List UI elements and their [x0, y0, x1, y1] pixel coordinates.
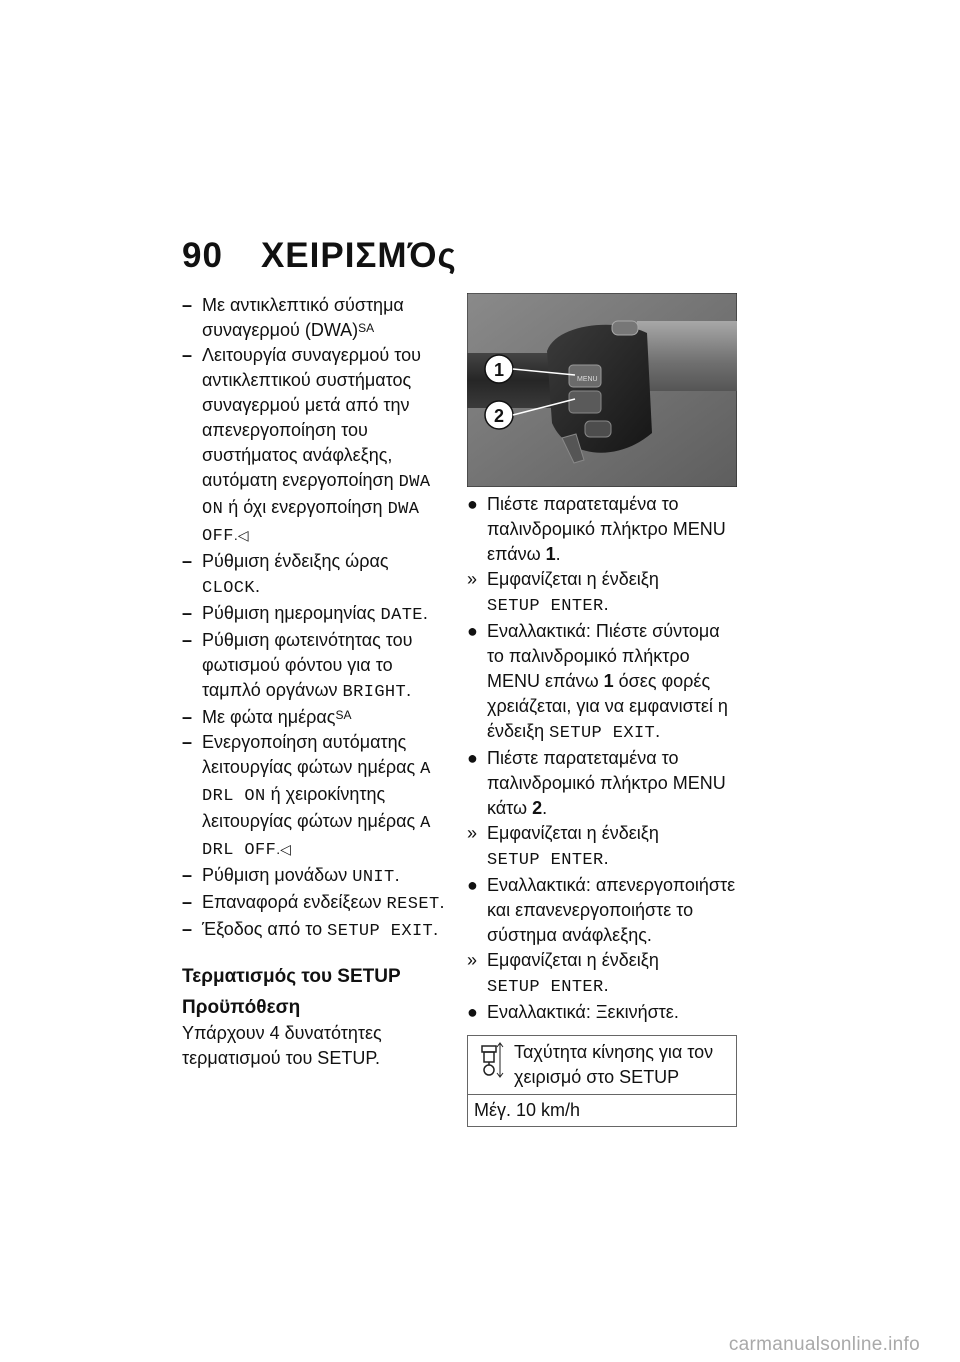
dash-marker: – [182, 295, 193, 315]
dash-marker: – [182, 345, 193, 365]
result-marker: » [467, 950, 478, 970]
section-title: Τερματισμός του SETUP [182, 966, 401, 987]
page-title: ΧΕΙΡΙΣΜΌς [260, 236, 457, 275]
list-item: – Επαναφορά ενδείξεων RESET. [182, 892, 445, 914]
dash-marker: – [182, 707, 193, 727]
speed-limit-icon [474, 1040, 514, 1090]
list-item: ● Εναλλακτικά: Ξεκινήστε. [467, 1000, 739, 1025]
list-item: – Λειτουργία συναγερμού του αντικλεπτικού συστήματος συναγερμού μετά από την απενεργοποίηση του συστήματος ανάφλεξης, αυτόματη ενεργοποίηση DWA ON ή όχι ενεργοποίηση DWA OFF.◁ [182, 345, 431, 546]
list-item: ● Εναλλακτικά: απενεργοποιήστε και επανενεργοποιήστε το σύστημα ανάφλεξης. [467, 875, 736, 945]
dash-marker: – [182, 892, 193, 912]
bullet-marker: ● [467, 748, 478, 768]
page-header [182, 236, 457, 276]
result-marker: » [467, 823, 478, 843]
dash-marker: – [182, 865, 193, 885]
info-label: Ταχύτητα κίνησης για τον χειρισμό στο SETUP [514, 1042, 714, 1087]
list-item: – Με φώτα ημέρας$^{SA}$ [182, 705, 447, 730]
list-item: ● Πιέστε παρατεταμένα το παλινδρομικό πλήκτρο MENU επάνω 1. [467, 494, 726, 564]
list-item: – Ρύθμιση ένδειξης ώρας CLOCK. [182, 551, 389, 598]
figure-callout-1: 1 [493, 360, 505, 380]
list-item: – Ρύθμιση μονάδων UNIT. [182, 865, 400, 887]
list-item: » Εμφανίζεται η ένδειξη SETUP ENTER. [467, 823, 659, 870]
footer-watermark: carmanualsonline.info [728, 1334, 920, 1355]
page-number: 90 [182, 236, 223, 275]
list-item: » Εμφανίζεται η ένδειξη SETUP ENTER. [467, 569, 659, 616]
list-item: ● Πιέστε παρατεταμένα το παλινδρομικό πλήκτρο MENU κάτω 2. [467, 748, 726, 818]
list-item: » Εμφανίζεται η ένδειξη SETUP ENTER. [467, 950, 659, 997]
list-item: – Ρύθμιση φωτεινότητας του φωτισμού φόντου για το ταμπλό οργάνων BRIGHT. [182, 630, 413, 702]
left-column [182, 293, 447, 1071]
list-item: – Ενεργοποίηση αυτόματης λειτουργίας φώτων ημέρας A DRL ON ή χειροκίνητης λειτουργίας φώτων ημέρας A DRL OFF.◁ [182, 732, 431, 860]
bullet-marker: ● [467, 1002, 478, 1022]
bullet-marker: ● [467, 875, 478, 895]
handlebar-switch-photo [467, 293, 737, 487]
prerequisite-text: Υπάρχουν 4 δυνατότητες τερματισμού του SETUP. [182, 1023, 382, 1068]
dash-marker: – [182, 919, 193, 939]
prerequisite-title: Προϋπόθεση [182, 997, 301, 1018]
list-item: – Με αντικλεπτικό σύστημα συναγερμού (DWA)$^{SA}$ [182, 295, 404, 340]
info-value: Μέγ. 10 km/h [474, 1100, 581, 1120]
bullet-marker: ● [467, 621, 478, 641]
bullet-marker: ● [467, 494, 478, 514]
dash-marker: – [182, 732, 193, 752]
dash-marker: – [182, 603, 193, 623]
result-marker: » [467, 569, 478, 589]
figure-callout-2: 2 [493, 406, 505, 426]
speed-info-box [467, 1035, 737, 1127]
dash-marker: – [182, 551, 193, 571]
list-item: – Έξοδος από το SETUP EXIT. [182, 919, 439, 941]
figure-menu-label: MENU [577, 376, 598, 383]
list-item: ● Εναλλακτικά: Πιέστε σύντομα το παλινδρομικό πλήκτρο MENU επάνω 1 όσες φορές χρειάζεται, για να εμφανιστεί η ένδειξη SETUP EXIT. [467, 621, 728, 743]
list-item: – Ρύθμιση ημερομηνίας DATE. [182, 603, 428, 625]
dash-marker: – [182, 630, 193, 650]
right-column [467, 293, 739, 1127]
